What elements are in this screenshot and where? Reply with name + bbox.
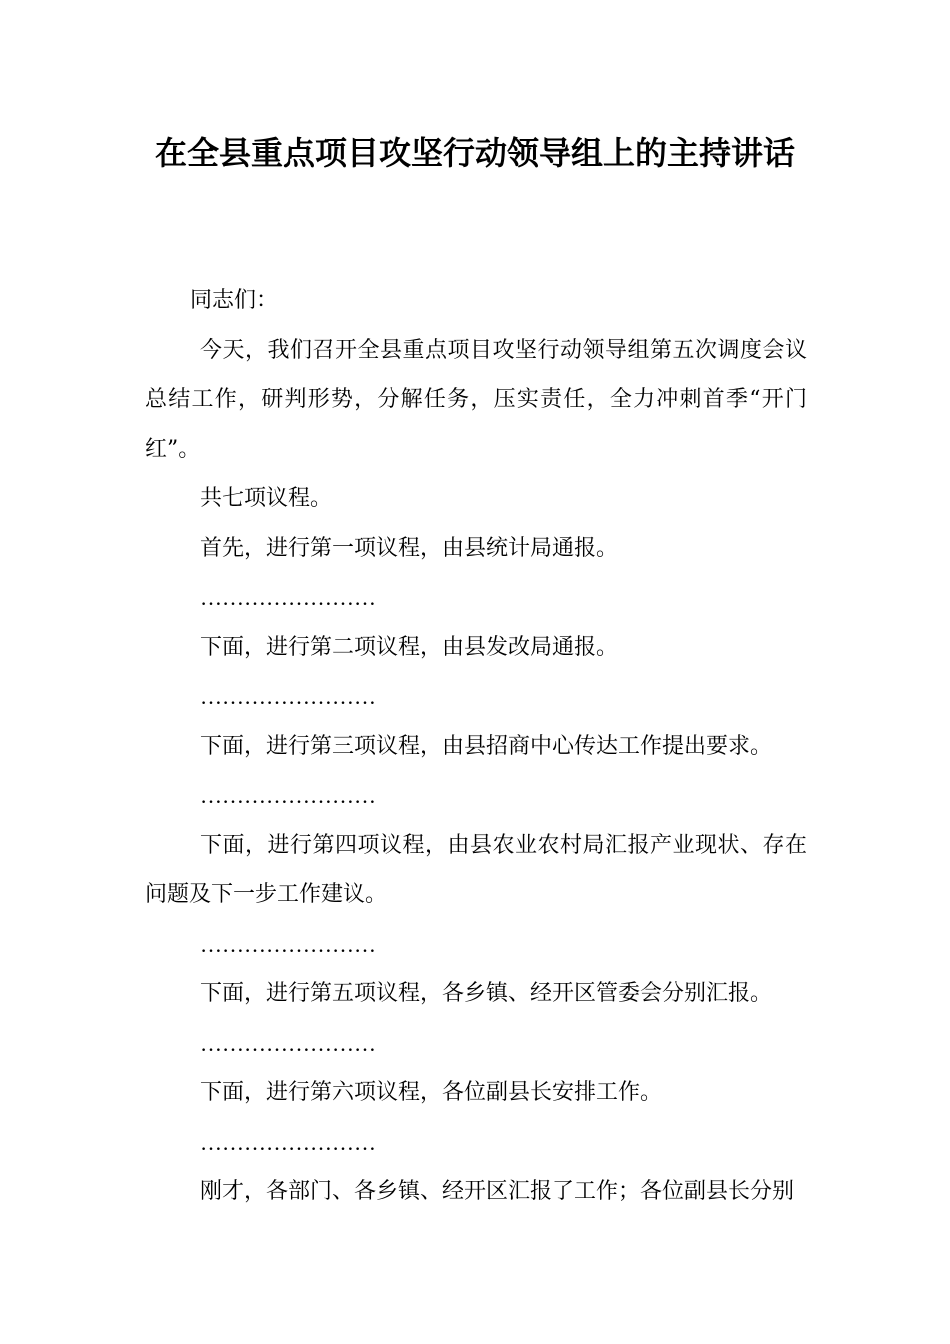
paragraph-agenda-2: 下面，进行第二项议程，由县发改局通报。 bbox=[200, 634, 619, 660]
paragraph-agenda-6: 下面，进行第六项议程，各位副县长安排工作。 bbox=[200, 1080, 663, 1105]
ellipsis-line: …………………… bbox=[200, 585, 376, 610]
ellipsis-line: …………………… bbox=[200, 1129, 376, 1155]
paragraph-closing: 刚才，各部门、各乡镇、经开区汇报了工作；各位副县长分别 bbox=[200, 1179, 795, 1204]
paragraph-agenda-3: 下面，进行第三项议程，由县招商中心传达工作提出要求。 bbox=[200, 733, 773, 759]
paragraph-agenda-4: 下面，进行第四项议程，由县农业农村局汇报产业现状、存在问题及下一步工作建议。 bbox=[145, 832, 807, 907]
salutation: 同志们： bbox=[190, 288, 279, 313]
paragraph-agenda-5: 下面，进行第五项议程，各乡镇、经开区管委会分别汇报。 bbox=[200, 981, 773, 1006]
paragraph-intro: 今天，我们召开全县重点项目攻坚行动领导组第五次调度会议总结工作，研判形势，分解任务，压实责任，全力冲刺首季“开门红”。 bbox=[145, 337, 807, 462]
ellipsis-line: …………………… bbox=[200, 684, 376, 709]
document-body bbox=[145, 276, 807, 1217]
ellipsis-line: …………………… bbox=[200, 783, 376, 808]
ellipsis-line: …………………… bbox=[200, 931, 376, 957]
paragraph-agenda-count: 共七项议程。 bbox=[200, 486, 333, 511]
paragraph-agenda-1: 首先，进行第一项议程，由县统计局通报。 bbox=[200, 535, 619, 561]
ellipsis-line: …………………… bbox=[200, 1030, 376, 1056]
document-title: 在全县重点项目攻坚行动领导组上的主持讲话 bbox=[154, 134, 795, 172]
